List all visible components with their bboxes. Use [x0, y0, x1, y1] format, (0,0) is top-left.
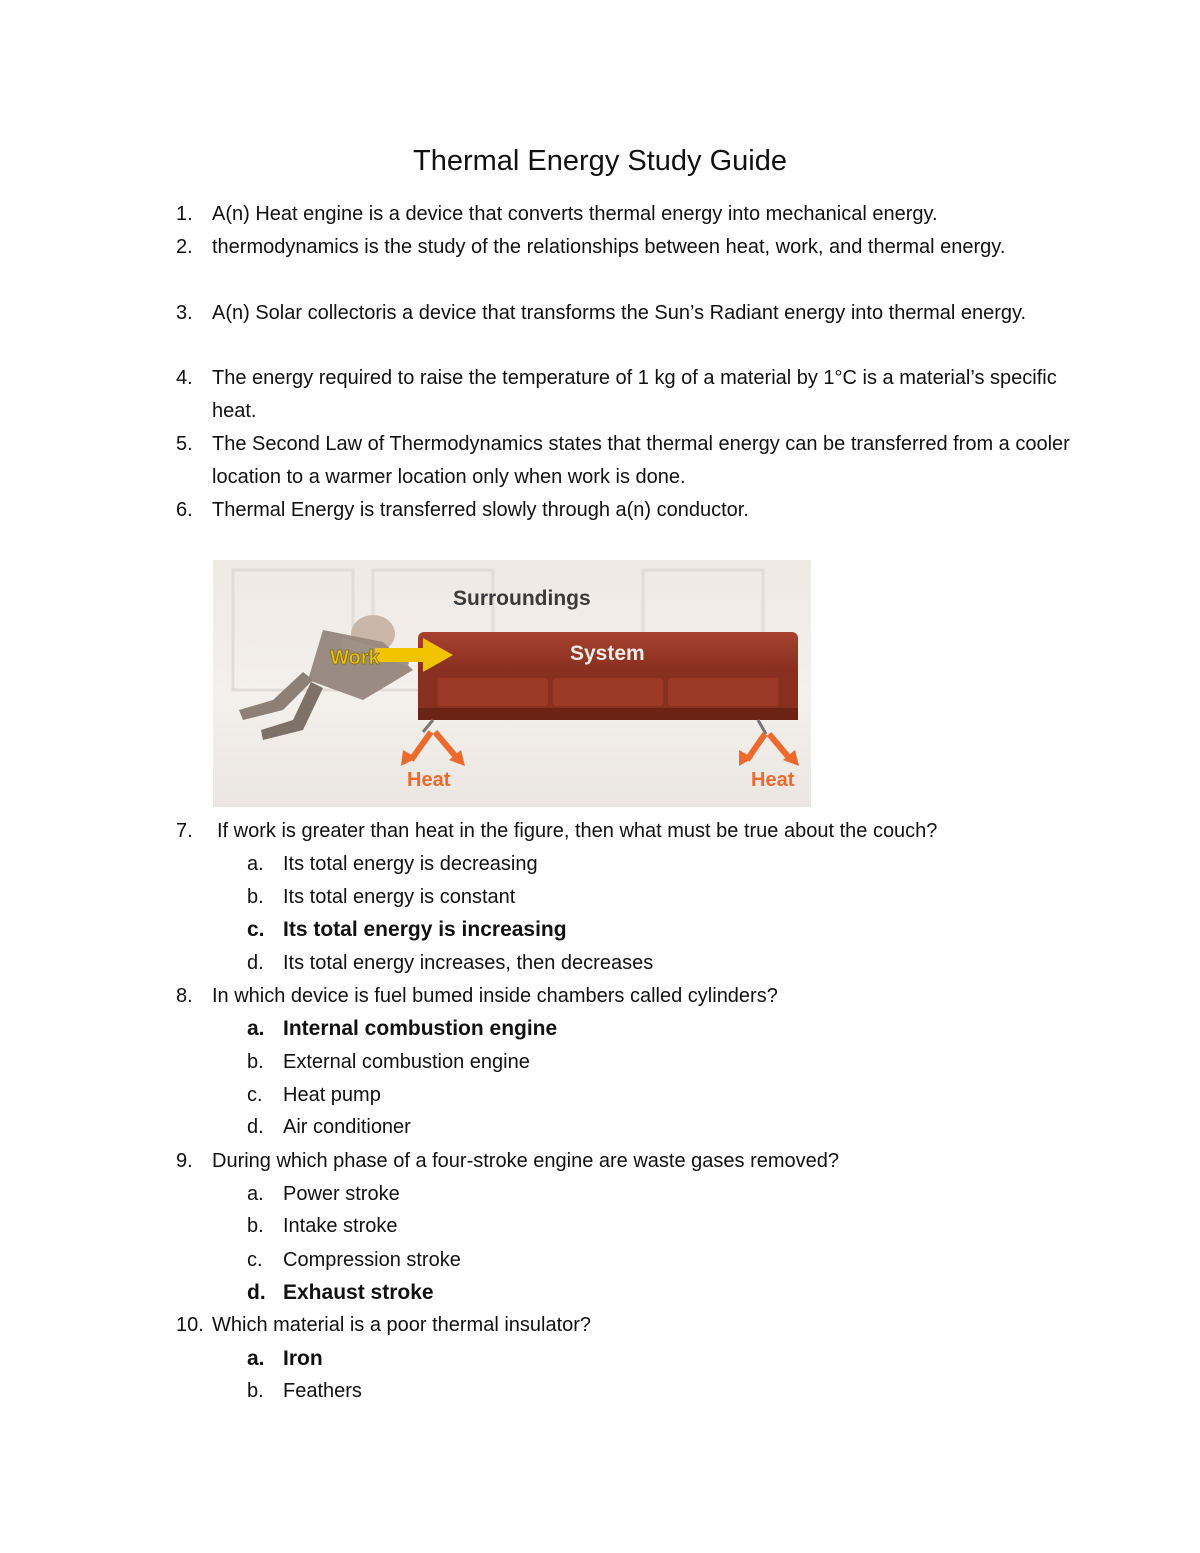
- option-text: Its total energy is increasing: [283, 918, 567, 941]
- page-title: Thermal Energy Study Guide: [413, 145, 787, 177]
- option-text: Its total energy is decreasing: [283, 853, 538, 875]
- question-text: Which material is a poor thermal insulator?: [212, 1314, 592, 1336]
- question-3: [176, 297, 1076, 330]
- system-surroundings-figure: [213, 560, 811, 807]
- question-text: The energy required to raise the temperature of 1 kg of a material by 1°C is a material’s specific heat.: [212, 367, 1057, 422]
- system-label: System: [570, 642, 645, 665]
- option-letter: b.: [247, 1051, 264, 1073]
- question-text: A(n) Solar collectoris a device that transforms the Sun’s Radiant energy into thermal energy.: [212, 302, 1027, 324]
- option-text: Power stroke: [283, 1183, 400, 1205]
- question-8: [176, 980, 1076, 1013]
- answer-option: [247, 1178, 1047, 1211]
- option-letter: c.: [247, 918, 265, 941]
- answer-option: [247, 947, 1047, 980]
- option-letter: b.: [247, 1380, 264, 1402]
- option-letter: d.: [247, 952, 264, 974]
- question-5: [176, 428, 1076, 494]
- question-number: 9.: [176, 1150, 193, 1172]
- answer-option: [247, 1079, 1047, 1112]
- answer-option-correct: [247, 1012, 1047, 1045]
- question-number: 1.: [176, 203, 193, 225]
- question-2: [176, 231, 1076, 264]
- question-number: 6.: [176, 499, 193, 521]
- question-number: 10.: [176, 1314, 204, 1336]
- option-text: Compression stroke: [283, 1249, 461, 1271]
- question-number: 3.: [176, 302, 193, 324]
- answer-option: [247, 1046, 1047, 1079]
- question-text: A(n) Heat engine is a device that converts thermal energy into mechanical energy.: [212, 203, 938, 225]
- question-4: [176, 362, 1076, 428]
- option-letter: a.: [247, 1347, 265, 1370]
- answer-option: [247, 848, 1047, 881]
- question-text: The Second Law of Thermodynamics states that thermal energy can be transferred from a cooler location to a warmer location only when work is done.: [212, 433, 1070, 488]
- question-text: Thermal Energy is transferred slowly through a(n) conductor.: [212, 499, 749, 521]
- option-letter: b.: [247, 1215, 264, 1237]
- answer-option: [247, 1111, 1047, 1144]
- option-letter: a.: [247, 1183, 264, 1205]
- question-number: 4.: [176, 367, 193, 389]
- option-letter: c.: [247, 1084, 263, 1106]
- option-text: Exhaust stroke: [283, 1281, 434, 1304]
- answer-option: [247, 1375, 1047, 1408]
- option-letter: a.: [247, 853, 264, 875]
- answer-option-correct: [247, 913, 1047, 946]
- question-number: 5.: [176, 433, 193, 455]
- option-letter: d.: [247, 1281, 266, 1304]
- work-label: Work: [330, 647, 380, 669]
- answer-option: [247, 881, 1047, 914]
- answer-option-correct: [247, 1342, 1047, 1375]
- question-1: [176, 198, 1076, 231]
- question-7: [176, 815, 1076, 848]
- option-text: Feathers: [283, 1380, 362, 1402]
- option-text: External combustion engine: [283, 1051, 530, 1073]
- option-letter: b.: [247, 886, 264, 908]
- option-text: Iron: [283, 1347, 323, 1370]
- question-number: 7.: [176, 820, 193, 842]
- answer-option-correct: [247, 1276, 1047, 1309]
- question-6: [176, 494, 1076, 527]
- question-10: [176, 1309, 1076, 1342]
- option-letter: a.: [247, 1017, 265, 1040]
- option-letter: d.: [247, 1116, 264, 1138]
- question-text: In which device is fuel bumed inside chambers called cylinders?: [212, 985, 778, 1007]
- option-text: Internal combustion engine: [283, 1017, 558, 1040]
- option-text: Air conditioner: [283, 1116, 411, 1138]
- heat-label-left: Heat: [407, 769, 451, 791]
- answer-option: [247, 1244, 1047, 1277]
- option-letter: c.: [247, 1249, 263, 1271]
- option-text: Its total energy is constant: [283, 886, 516, 908]
- option-text: Heat pump: [283, 1084, 381, 1106]
- surroundings-label: Surroundings: [453, 587, 591, 610]
- question-text: During which phase of a four-stroke engine are waste gases removed?: [212, 1150, 840, 1172]
- answer-option: [247, 1210, 1047, 1243]
- question-9: [176, 1145, 1076, 1178]
- option-text: Its total energy increases, then decreases: [283, 952, 654, 974]
- question-number: 2.: [176, 236, 193, 258]
- question-text: If work is greater than heat in the figure, then what must be true about the couch?: [217, 820, 938, 842]
- option-text: Intake stroke: [283, 1215, 398, 1237]
- question-number: 8.: [176, 985, 193, 1007]
- question-text: thermodynamics is the study of the relationships between heat, work, and thermal energy.: [212, 236, 1006, 258]
- heat-label-right: Heat: [751, 769, 795, 791]
